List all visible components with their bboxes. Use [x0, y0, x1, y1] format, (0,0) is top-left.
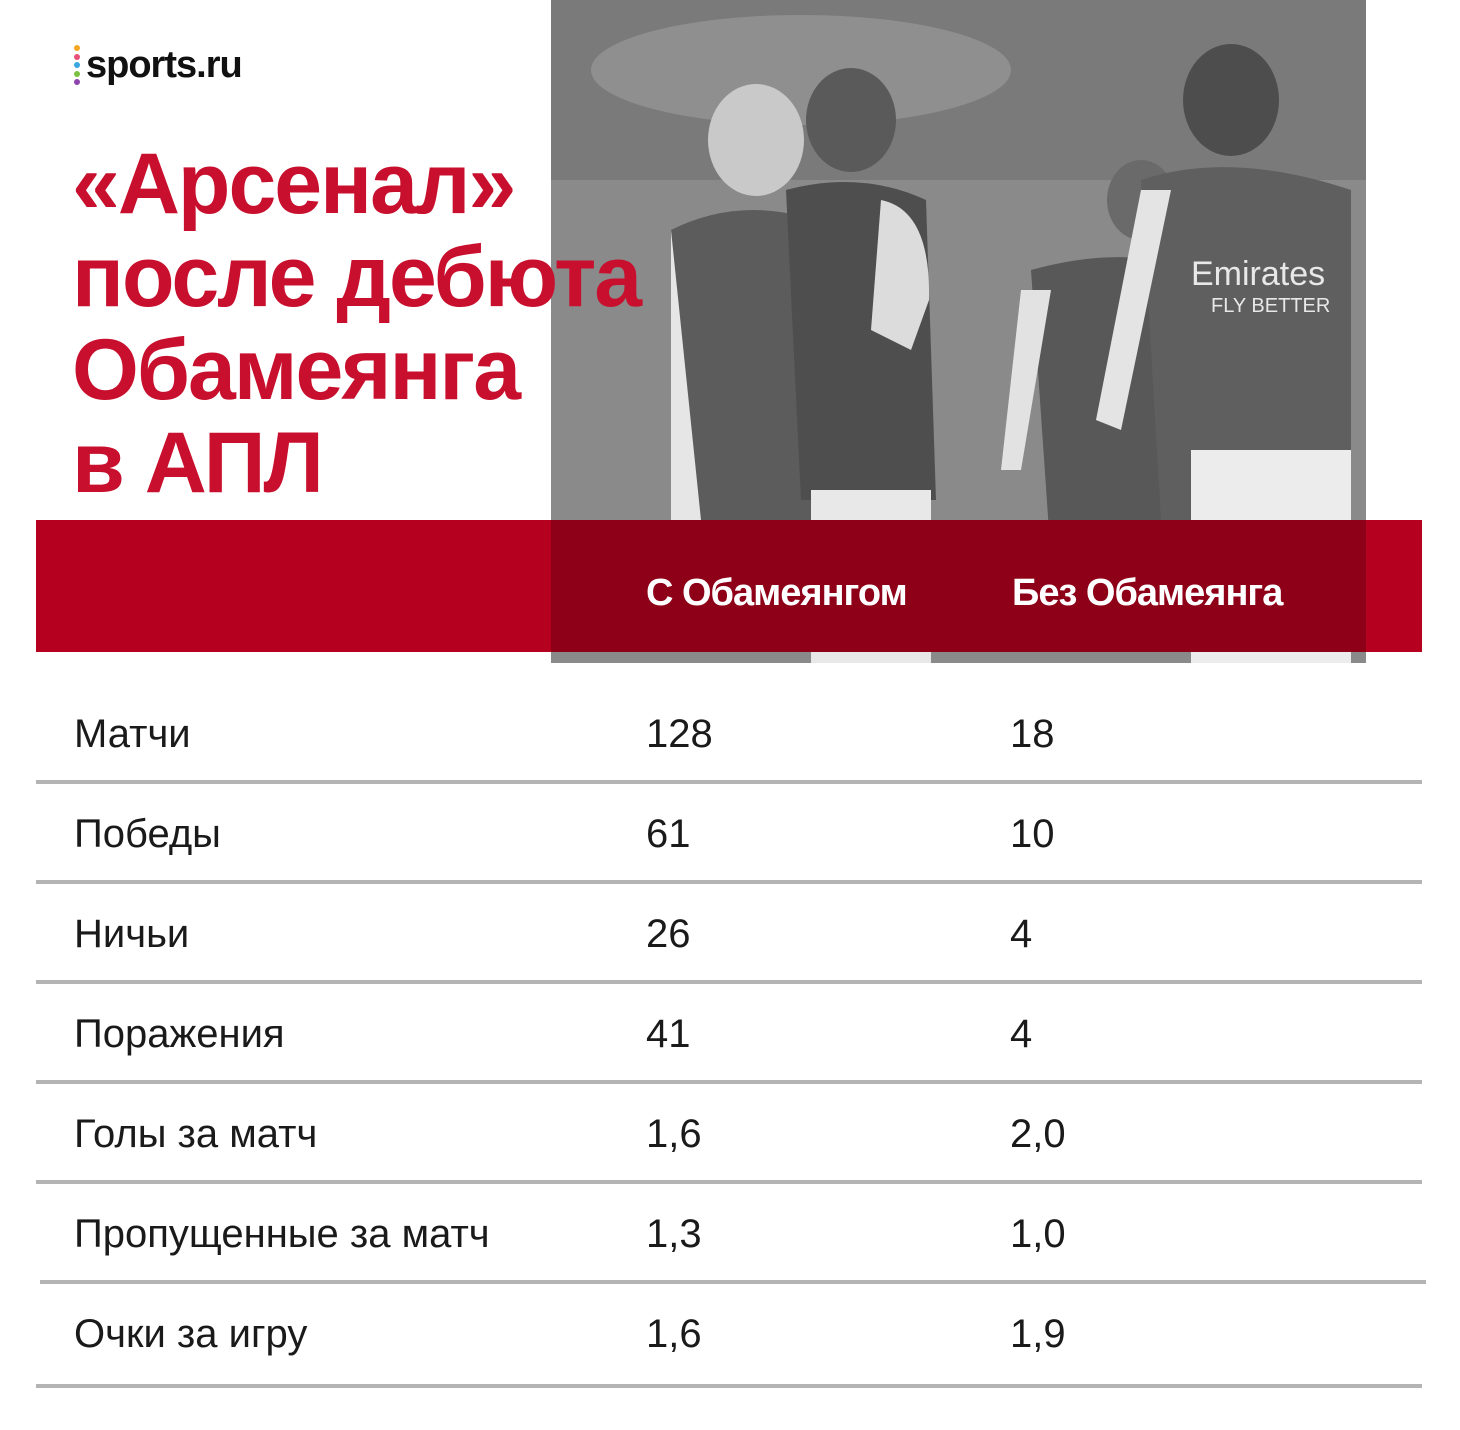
- row-label: Ничьи: [74, 912, 190, 956]
- column-header-without: Без Обамеянга: [1012, 572, 1283, 614]
- table-row: [36, 884, 1422, 984]
- title-line: после дебюта: [72, 229, 641, 325]
- value-with: 1,6: [646, 1312, 702, 1356]
- value-with: 1,3: [646, 1212, 702, 1256]
- value-with: 26: [646, 912, 691, 956]
- logo-dot: [74, 71, 80, 77]
- svg-text:FLY BETTER: FLY BETTER: [1211, 295, 1331, 317]
- sports-ru-logo[interactable]: [74, 40, 242, 90]
- value-with: 41: [646, 1012, 691, 1056]
- logo-dot: [74, 62, 80, 68]
- logo-dot: [74, 45, 80, 51]
- row-label: Победы: [74, 812, 221, 856]
- value-without: 4: [1010, 1012, 1033, 1056]
- svg-text:Emirates: Emirates: [1191, 255, 1326, 293]
- row-label: Очки за игру: [74, 1312, 308, 1356]
- table-row: [40, 1184, 1426, 1284]
- value-without: 2,0: [1010, 1112, 1066, 1156]
- row-label: Голы за матч: [74, 1112, 318, 1156]
- logo-dot: [74, 79, 80, 85]
- column-header-with: С Обамеянгом: [646, 572, 907, 614]
- row-label: Пропущенные за матч: [74, 1212, 490, 1256]
- row-label: Матчи: [74, 712, 191, 756]
- value-without: 18: [1010, 712, 1055, 756]
- table-row: [36, 1284, 1422, 1388]
- title-line: Обамеянга: [72, 322, 520, 418]
- logo-text: sports.ru: [86, 43, 242, 86]
- table-row: [36, 984, 1422, 1084]
- value-without: 10: [1010, 812, 1055, 856]
- value-with: 1,6: [646, 1112, 702, 1156]
- value-without: 4: [1010, 912, 1033, 956]
- row-label: Поражения: [74, 1012, 285, 1056]
- table-row: [36, 784, 1422, 884]
- value-without: 1,0: [1010, 1212, 1066, 1256]
- title-line: в АПЛ: [72, 415, 322, 511]
- value-with: 61: [646, 812, 691, 856]
- value-with: 128: [646, 712, 713, 756]
- table-row: [36, 684, 1422, 784]
- logo-dot: [74, 54, 80, 60]
- title-line: «Арсенал»: [72, 136, 515, 232]
- value-without: 1,9: [1010, 1312, 1066, 1356]
- row-divider: [36, 1384, 1422, 1388]
- table-row: [36, 1084, 1422, 1184]
- page-title: [72, 138, 692, 510]
- logo-dots-icon: [74, 45, 80, 85]
